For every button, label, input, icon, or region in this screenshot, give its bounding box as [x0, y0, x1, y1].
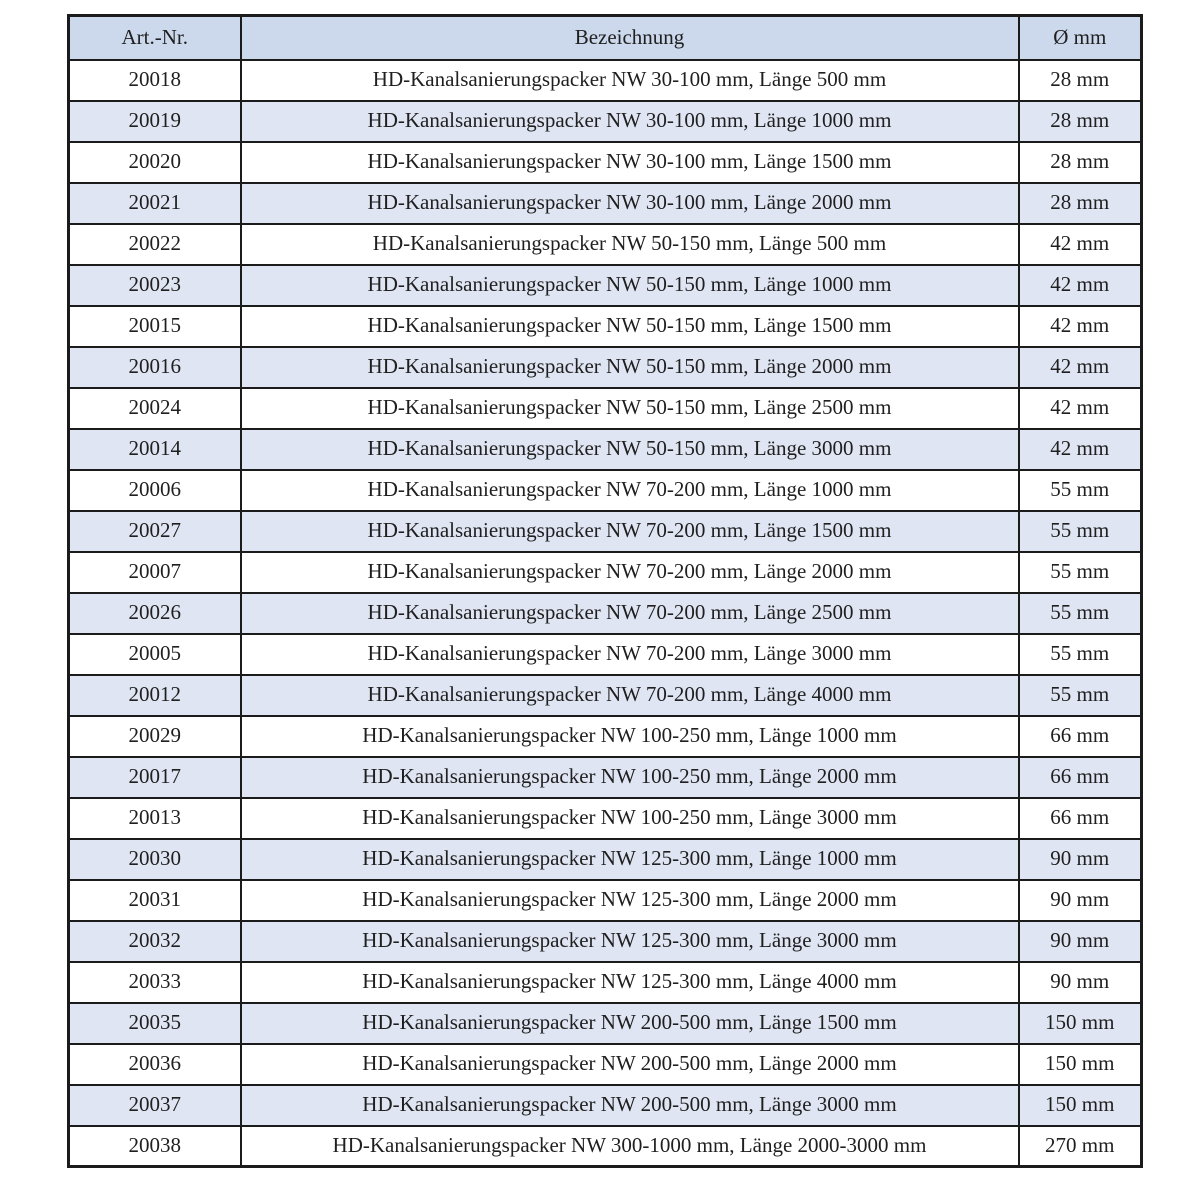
art-nr-cell: 20036 [69, 1044, 241, 1085]
diameter-cell: 42 mm [1019, 429, 1142, 470]
art-nr-cell: 20035 [69, 1003, 241, 1044]
diameter-cell: 90 mm [1019, 839, 1142, 880]
art-nr-cell: 20017 [69, 757, 241, 798]
art-nr-cell: 20030 [69, 839, 241, 880]
table-row [69, 388, 1142, 429]
table-row [69, 347, 1142, 388]
header-row [69, 16, 1142, 60]
art-nr-cell: 20018 [69, 60, 241, 101]
diameter-cell: 42 mm [1019, 224, 1142, 265]
table-row [69, 880, 1142, 921]
diameter-cell: 28 mm [1019, 60, 1142, 101]
bezeichnung-cell: HD-Kanalsanierungspacker NW 30-100 mm, Länge 1500 mm [241, 142, 1019, 183]
product-table-container [67, 14, 1140, 1168]
art-nr-cell: 20016 [69, 347, 241, 388]
art-nr-cell: 20033 [69, 962, 241, 1003]
art-nr-cell: 20020 [69, 142, 241, 183]
art-nr-cell: 20024 [69, 388, 241, 429]
bezeichnung-cell: HD-Kanalsanierungspacker NW 70-200 mm, Länge 2000 mm [241, 552, 1019, 593]
bezeichnung-cell: HD-Kanalsanierungspacker NW 125-300 mm, Länge 1000 mm [241, 839, 1019, 880]
bezeichnung-cell: HD-Kanalsanierungspacker NW 50-150 mm, Länge 3000 mm [241, 429, 1019, 470]
diameter-cell: 270 mm [1019, 1126, 1142, 1167]
bezeichnung-cell: HD-Kanalsanierungspacker NW 100-250 mm, Länge 2000 mm [241, 757, 1019, 798]
column-header-art-nr: Art.-Nr. [69, 16, 241, 60]
diameter-cell: 55 mm [1019, 511, 1142, 552]
bezeichnung-cell: HD-Kanalsanierungspacker NW 50-150 mm, Länge 500 mm [241, 224, 1019, 265]
bezeichnung-cell: HD-Kanalsanierungspacker NW 30-100 mm, Länge 2000 mm [241, 183, 1019, 224]
art-nr-cell: 20029 [69, 716, 241, 757]
table-row [69, 224, 1142, 265]
table-row [69, 429, 1142, 470]
bezeichnung-cell: HD-Kanalsanierungspacker NW 50-150 mm, Länge 2000 mm [241, 347, 1019, 388]
diameter-cell: 66 mm [1019, 757, 1142, 798]
diameter-cell: 42 mm [1019, 265, 1142, 306]
table-row [69, 757, 1142, 798]
table-row [69, 798, 1142, 839]
product-table [67, 14, 1143, 1168]
art-nr-cell: 20013 [69, 798, 241, 839]
diameter-cell: 42 mm [1019, 347, 1142, 388]
table-row [69, 921, 1142, 962]
table-row [69, 593, 1142, 634]
diameter-cell: 55 mm [1019, 552, 1142, 593]
bezeichnung-cell: HD-Kanalsanierungspacker NW 70-200 mm, Länge 3000 mm [241, 634, 1019, 675]
table-row [69, 511, 1142, 552]
bezeichnung-cell: HD-Kanalsanierungspacker NW 200-500 mm, Länge 2000 mm [241, 1044, 1019, 1085]
art-nr-cell: 20005 [69, 634, 241, 675]
art-nr-cell: 20012 [69, 675, 241, 716]
diameter-cell: 90 mm [1019, 880, 1142, 921]
diameter-cell: 28 mm [1019, 142, 1142, 183]
diameter-cell: 55 mm [1019, 593, 1142, 634]
bezeichnung-cell: HD-Kanalsanierungspacker NW 200-500 mm, Länge 1500 mm [241, 1003, 1019, 1044]
diameter-cell: 90 mm [1019, 962, 1142, 1003]
table-row [69, 1085, 1142, 1126]
bezeichnung-cell: HD-Kanalsanierungspacker NW 30-100 mm, Länge 500 mm [241, 60, 1019, 101]
table-row [69, 142, 1142, 183]
diameter-cell: 42 mm [1019, 388, 1142, 429]
art-nr-cell: 20037 [69, 1085, 241, 1126]
bezeichnung-cell: HD-Kanalsanierungspacker NW 30-100 mm, Länge 1000 mm [241, 101, 1019, 142]
column-header-diameter: Ø mm [1019, 16, 1142, 60]
art-nr-cell: 20014 [69, 429, 241, 470]
diameter-cell: 150 mm [1019, 1044, 1142, 1085]
column-header-bezeichnung: Bezeichnung [241, 16, 1019, 60]
diameter-cell: 55 mm [1019, 470, 1142, 511]
bezeichnung-cell: HD-Kanalsanierungspacker NW 50-150 mm, Länge 1000 mm [241, 265, 1019, 306]
diameter-cell: 150 mm [1019, 1003, 1142, 1044]
art-nr-cell: 20038 [69, 1126, 241, 1167]
table-row [69, 716, 1142, 757]
table-row [69, 1003, 1142, 1044]
art-nr-cell: 20027 [69, 511, 241, 552]
art-nr-cell: 20006 [69, 470, 241, 511]
bezeichnung-cell: HD-Kanalsanierungspacker NW 300-1000 mm, Länge 2000-3000 mm [241, 1126, 1019, 1167]
table-row [69, 183, 1142, 224]
bezeichnung-cell: HD-Kanalsanierungspacker NW 50-150 mm, Länge 1500 mm [241, 306, 1019, 347]
bezeichnung-cell: HD-Kanalsanierungspacker NW 200-500 mm, Länge 3000 mm [241, 1085, 1019, 1126]
diameter-cell: 90 mm [1019, 921, 1142, 962]
diameter-cell: 55 mm [1019, 634, 1142, 675]
art-nr-cell: 20022 [69, 224, 241, 265]
art-nr-cell: 20023 [69, 265, 241, 306]
table-row [69, 962, 1142, 1003]
table-row [69, 265, 1142, 306]
table-row [69, 1044, 1142, 1085]
table-row [69, 306, 1142, 347]
diameter-cell: 150 mm [1019, 1085, 1142, 1126]
bezeichnung-cell: HD-Kanalsanierungspacker NW 100-250 mm, Länge 1000 mm [241, 716, 1019, 757]
bezeichnung-cell: HD-Kanalsanierungspacker NW 50-150 mm, Länge 2500 mm [241, 388, 1019, 429]
diameter-cell: 28 mm [1019, 101, 1142, 142]
table-row [69, 839, 1142, 880]
diameter-cell: 42 mm [1019, 306, 1142, 347]
diameter-cell: 66 mm [1019, 716, 1142, 757]
art-nr-cell: 20031 [69, 880, 241, 921]
bezeichnung-cell: HD-Kanalsanierungspacker NW 70-200 mm, Länge 2500 mm [241, 593, 1019, 634]
table-header [69, 16, 1142, 60]
bezeichnung-cell: HD-Kanalsanierungspacker NW 125-300 mm, Länge 3000 mm [241, 921, 1019, 962]
art-nr-cell: 20021 [69, 183, 241, 224]
bezeichnung-cell: HD-Kanalsanierungspacker NW 70-200 mm, Länge 1500 mm [241, 511, 1019, 552]
art-nr-cell: 20019 [69, 101, 241, 142]
art-nr-cell: 20032 [69, 921, 241, 962]
art-nr-cell: 20007 [69, 552, 241, 593]
table-body [69, 60, 1142, 1167]
diameter-cell: 55 mm [1019, 675, 1142, 716]
table-row [69, 634, 1142, 675]
table-row [69, 1126, 1142, 1167]
diameter-cell: 66 mm [1019, 798, 1142, 839]
bezeichnung-cell: HD-Kanalsanierungspacker NW 125-300 mm, Länge 2000 mm [241, 880, 1019, 921]
bezeichnung-cell: HD-Kanalsanierungspacker NW 100-250 mm, Länge 3000 mm [241, 798, 1019, 839]
diameter-cell: 28 mm [1019, 183, 1142, 224]
art-nr-cell: 20015 [69, 306, 241, 347]
bezeichnung-cell: HD-Kanalsanierungspacker NW 70-200 mm, Länge 1000 mm [241, 470, 1019, 511]
table-row [69, 101, 1142, 142]
bezeichnung-cell: HD-Kanalsanierungspacker NW 125-300 mm, Länge 4000 mm [241, 962, 1019, 1003]
table-row [69, 470, 1142, 511]
bezeichnung-cell: HD-Kanalsanierungspacker NW 70-200 mm, Länge 4000 mm [241, 675, 1019, 716]
art-nr-cell: 20026 [69, 593, 241, 634]
table-row [69, 60, 1142, 101]
table-row [69, 675, 1142, 716]
table-row [69, 552, 1142, 593]
